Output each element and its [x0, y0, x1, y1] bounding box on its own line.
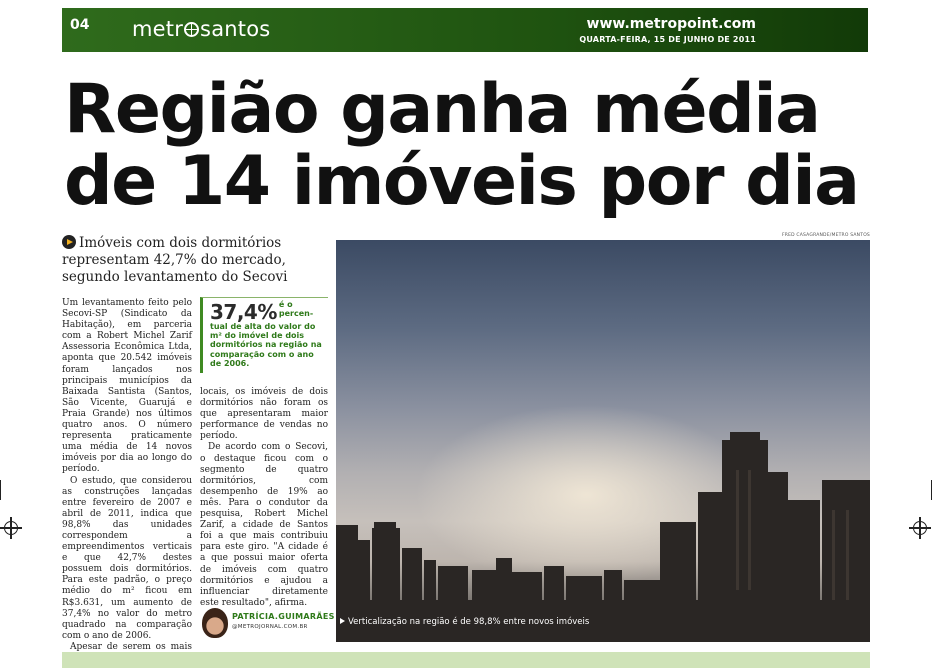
brand-logo [132, 17, 270, 41]
skyline-photo [336, 240, 870, 642]
highlight-number: 37,4% [210, 300, 277, 324]
headline-line-2: de 14 imóveis por dia [64, 142, 859, 221]
highlight-lead: é o percen- [278, 300, 314, 318]
registration-mark-left [0, 517, 22, 539]
globe-icon [184, 22, 199, 37]
article-column-2 [200, 387, 328, 609]
registration-mark-right [909, 517, 931, 539]
author-name: PATRÍCIA.GUIMARÃES [232, 612, 335, 621]
bottom-strip [62, 652, 870, 668]
author-byline [200, 606, 335, 642]
photo-credit: FRED CASAGRANDE/METRO SANTOS [781, 233, 870, 238]
brand-logo-left: metr [132, 17, 184, 41]
subheadline-text: Imóveis com dois dormitórios representam 42,7% do mercado, segundo levantamento do Secovi [62, 235, 288, 285]
paragraph: Um levantamento feito pelo Secovi-SP (Sindicato da Habitação), em parceria com a Robert Michel Zarif Assessoria Econômica Ltda, aponta que 20.542 imóveis foram lançados nos principais municípios da Baixada Santista (Santos, São Vicente, Guarujá e Praia Grande) nos últimos quatro anos. O número representa praticamente uma média de 14 novos imóveis por dia ao longo do período. [62, 298, 192, 475]
author-email[interactable]: @METROJORNAL.COM.BR [232, 624, 308, 630]
headline-line-1: Região ganha média [64, 70, 820, 149]
paragraph: O estudo, que considerou as construções lançadas entre fevereiro de 2007 e abril de 2011, indica que 98,8% das unidades correspondem a empreendimentos verticais e que 42,7% destes possuem dois dormitórios. Para este padrão, o preço médio do m² ficou em R$3.631, um aumento de 37,4% no valor do metro quadrado na comparação com o ano de 2006. [62, 475, 192, 641]
page-header [62, 8, 868, 52]
highlight-text: tual de alta do valor do m² do imóvel de dois dormitórios na região na comparação com o ano de 2006. [210, 322, 322, 368]
brand-logo-right: santos [200, 17, 271, 41]
highlight-box [200, 297, 328, 373]
crop-mark [0, 480, 1, 500]
issue-date: QUARTA-FEIRA, 15 DE JUNHO DE 2011 [579, 35, 756, 44]
headline [64, 70, 874, 221]
header-end-block [756, 8, 868, 52]
article-column-1 [62, 298, 192, 664]
avatar [202, 608, 228, 638]
play-bullet-icon [62, 235, 76, 249]
photo-caption [340, 617, 640, 627]
photo-caption-text: Verticalização na região é de 98,8% entre novos imóveis [348, 617, 590, 627]
paragraph: locais, os imóveis de dois dormitórios não foram os que apresentaram maior performance de vendas no período. [200, 387, 328, 442]
subheadline [62, 235, 322, 286]
caption-arrow-icon [340, 618, 345, 624]
paragraph: Apesar de serem os mais [70, 641, 192, 652]
skyline-silhouette [336, 240, 870, 642]
page-number: 04 [70, 17, 90, 33]
paragraph: De acordo com o Secovi, o destaque ficou com o segmento de quatro dormitórios, com desempenho de 19% ao mês. Para o condutor da pesquisa, Robert Michel Zarif, a cidade de Santos foi a que mais contribuiu para este giro. "A cidade é a que possui maior oferta de imóveis com quatro dormitórios e ajudou a influenciar diretamente este resultado", afirma. [200, 442, 328, 608]
site-url[interactable]: www.metropoint.com [586, 16, 756, 32]
